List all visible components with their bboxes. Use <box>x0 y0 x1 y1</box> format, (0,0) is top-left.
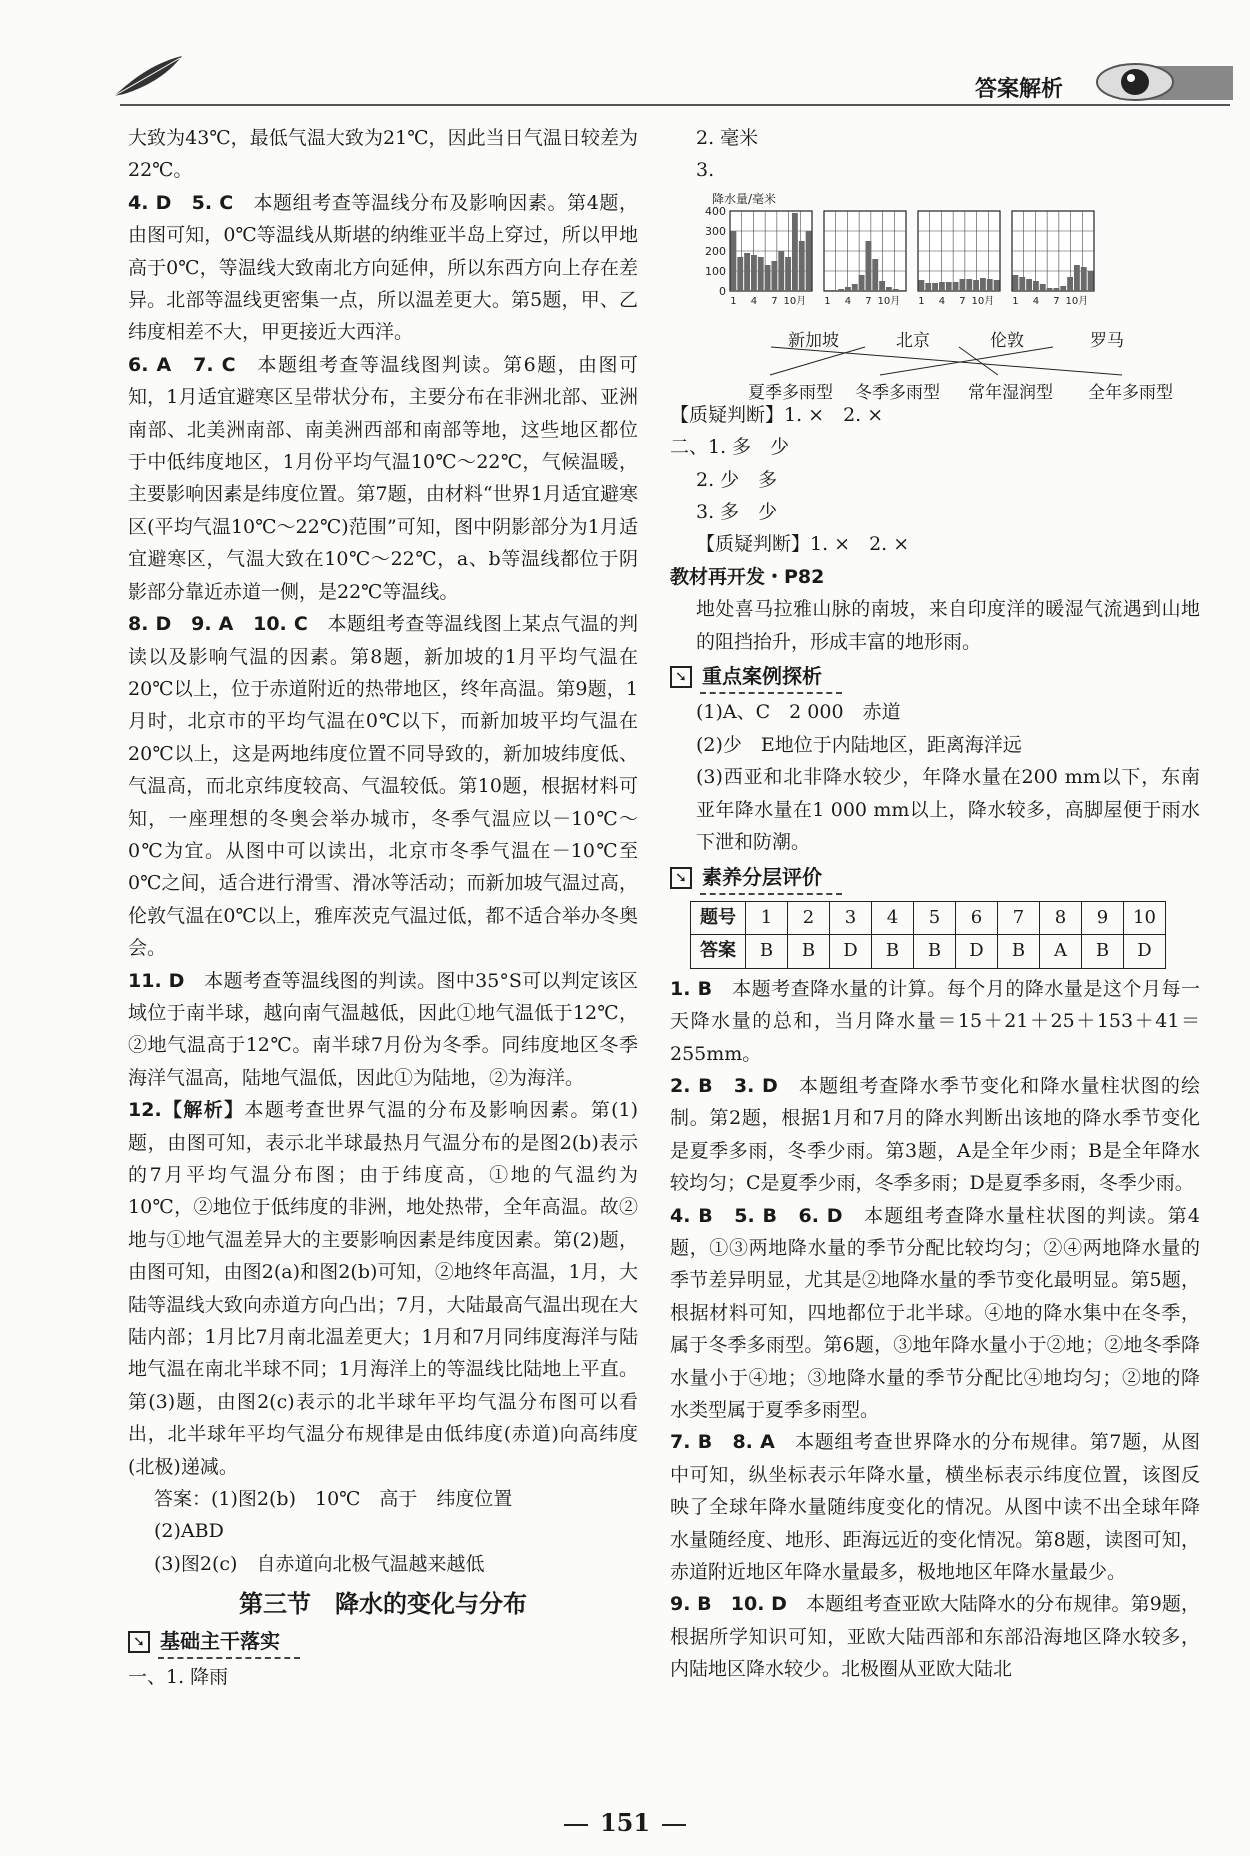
precip-bar <box>806 231 812 291</box>
table-row <box>691 901 1166 934</box>
precip-bar <box>946 282 952 291</box>
precip-bar <box>872 259 878 291</box>
answer-6-7 <box>128 349 638 608</box>
banner-title: 素养分层评价 <box>700 861 842 895</box>
table-cell: 9 <box>1082 901 1124 934</box>
section-banner <box>670 861 1200 895</box>
type-label: 冬季多雨型 <box>855 382 940 403</box>
answer-12-part3: (3)图2(c) 自赤道向北极气温越来越低 <box>154 1552 485 1575</box>
case-answer-3: (3)西亚和北非降水较少，年降水量在200 mm以下，东南亚年降水量在1 000 mm以上，降水较多，高脚屋便于雨水下泄和防潮。 <box>696 766 1200 854</box>
x-tick-label: 7 <box>865 295 872 307</box>
table-cell: B <box>746 935 788 968</box>
page-number <box>0 1808 1250 1837</box>
x-tick-label: 10月 <box>1065 295 1089 307</box>
page-header <box>0 0 1250 110</box>
eye-logo-icon <box>1085 58 1235 104</box>
answer-text: 本题组考查等温线图上某点气温的判读以及影响气温的因素。第8题，新加坡的1月平均气温在20℃以上，位于赤道附近的热带地区，终年高温。第9题，1月时，北京市的平均气温在0℃以下，而新加坡平均气温在20℃以上，这是两地纬度位置不同导致的，新加坡纬度低、气温高，而北京纬度较高、气温较低。第10题，根据材料可知，一座理想的冬奥会举办城市，冬季气温应以－10℃～0℃为宜。从图中可以读出，北京市冬季气温在－10℃至0℃之间，适合进行滑雪、滑冰等活动；而新加坡气温过高，伦敦气温在0℃以上，雅库茨克气温过低，都不适合举办冬奥会。 <box>128 613 638 960</box>
answer-12-part1: 答案：(1)图2(b) 10℃ 高于 纬度位置 <box>154 1488 513 1511</box>
x-tick-label: 4 <box>844 295 852 307</box>
precip-bar <box>925 283 931 291</box>
answer-text: 本题考查降水量的计算。每个月的降水量是这个月每一天降水量的总和，当月降水量＝15＋21＋25＋153＋41＝255mm。 <box>670 977 1200 1065</box>
header-title: 答案解析 <box>975 77 1064 102</box>
precip-bar <box>1047 288 1053 291</box>
precip-bar <box>825 290 831 291</box>
table-cell: 7 <box>998 901 1040 934</box>
banner-title: 基础主干落实 <box>158 1625 300 1659</box>
precip-bar <box>886 287 892 291</box>
answer-label: 4. D 5. C <box>128 191 234 214</box>
city-label: 新加坡 <box>788 330 839 351</box>
precip-bar <box>731 231 737 291</box>
table-row <box>691 935 1166 968</box>
y-tick-label: 200 <box>705 244 726 258</box>
precip-bar <box>845 287 851 291</box>
doubt-judgement-1: 【质疑判断】1. × 2. × <box>670 403 884 426</box>
x-tick-label: 10月 <box>877 295 901 307</box>
type-label: 常年湿润型 <box>968 382 1053 403</box>
precip-bar <box>1040 284 1046 291</box>
section2-line3: 3. 多 少 <box>696 501 778 524</box>
answer-label: 8. D 9. A 10. C <box>128 613 308 636</box>
answer-label: 9. B 10. D <box>670 1593 787 1616</box>
answer-8-10 <box>128 608 638 964</box>
x-tick-label: 4 <box>938 295 946 307</box>
precip-bar <box>966 279 972 291</box>
precip-bar <box>852 284 858 291</box>
y-axis-label: 降水量/毫米 <box>712 191 777 206</box>
city-label: 伦敦 <box>990 330 1024 351</box>
x-tick-label: 7 <box>771 295 778 307</box>
precip-bar <box>1081 267 1087 291</box>
table-cell: D <box>956 935 998 968</box>
table-cell: D <box>1124 935 1166 968</box>
table-cell: 10 <box>1124 901 1166 934</box>
table-cell: D <box>830 935 872 968</box>
left-last-line: 一、1. 降雨 <box>128 1666 229 1689</box>
feather-icon <box>110 52 190 102</box>
left-column <box>128 122 638 1694</box>
table-cell: 2 <box>788 901 830 934</box>
answer-label: 2. B 3. D <box>670 1074 778 1097</box>
answer-label: 4. B 5. B 6. D <box>670 1204 843 1227</box>
table-cell: B <box>872 935 914 968</box>
case-answer-2: (2)少 E地位于内陆地区，距离海洋远 <box>696 733 1022 756</box>
precip-bar <box>744 253 750 291</box>
section-banner <box>670 660 1200 694</box>
precip-bar <box>758 257 764 291</box>
precip-bar <box>919 280 925 291</box>
table-cell: B <box>1082 935 1124 968</box>
answer-text: 本题组考查等温线分布及影响因素。第4题，由图可知，0℃等温线从斯堪的纳维亚半岛上穿过，所以甲地高于0℃，等温线大致南北方向延伸，所以东西方向上存在差异。北部等温线更密集一点，所以温差更大。第5题，甲、乙纬度相差不大，甲更接近大西洋。 <box>128 191 638 344</box>
answer-text: 本题组考查等温线图判读。第6题，由图可知，1月适宜避寒区呈带状分布，主要分布在非洲北部、亚洲南部、北美洲南部、南美洲西部和南部等地，这些地区都位于中低纬度地区，1月份平均气温10℃～22℃，气候温暖，主要影响因素是纬度位置。第7题，由材料“世界1月适宜避寒区(平均气温10℃～22℃)范围”可知，图中阴影部分为1月适宜避寒区，气温大致在10℃～22℃，a、b等温线都位于阴影部分靠近赤道一侧，是22℃等温线。 <box>128 353 638 603</box>
table-cell: 5 <box>914 901 956 934</box>
answer-1 <box>670 973 1200 1070</box>
precip-bar <box>1013 275 1019 291</box>
case-answer-1: (1)A、C 2 000 赤道 <box>696 701 901 724</box>
city-label: 罗马 <box>1090 330 1124 351</box>
right-line-2: 3. <box>696 159 715 182</box>
banner-title: 重点案例探析 <box>700 660 842 694</box>
table-cell: 3 <box>830 901 872 934</box>
section2-line2: 2. 少 多 <box>696 468 778 491</box>
precip-bar <box>953 282 959 291</box>
answer-7-8 <box>670 1426 1200 1588</box>
precip-bar <box>980 278 986 291</box>
left-paragraph-0: 大致为43℃，最低气温大致为21℃，因此当日气温日较差为22℃。 <box>128 127 638 182</box>
x-tick-label: 1 <box>824 295 831 307</box>
textbook-title: 教材再开发・P82 <box>670 565 825 588</box>
answer-2-3 <box>670 1070 1200 1200</box>
x-tick-label: 10月 <box>971 295 995 307</box>
precip-bar <box>737 257 743 291</box>
type-label: 夏季多雨型 <box>748 382 833 403</box>
precip-bar <box>960 279 966 291</box>
right-line-1: 2. 毫米 <box>696 127 759 149</box>
arrow-icon: ➘ <box>670 666 692 688</box>
precip-bar <box>772 261 778 291</box>
answer-4-5 <box>128 187 638 349</box>
precip-bar <box>1054 288 1060 291</box>
dash-left <box>564 1824 588 1826</box>
precip-bar <box>900 290 906 291</box>
y-tick-label: 300 <box>705 224 726 238</box>
table-cell: B <box>998 935 1040 968</box>
table-cell: 6 <box>956 901 998 934</box>
header-rule <box>120 104 1230 106</box>
textbook-text: 地处喜马拉雅山脉的南坡，来自印度洋的暖湿气流遇到山地的阻挡抬升，形成丰富的地形雨。 <box>696 598 1200 653</box>
precip-bar <box>1067 277 1073 291</box>
answer-label: 1. B <box>670 977 713 1000</box>
precip-bar <box>778 251 784 291</box>
precip-bar <box>994 280 1000 291</box>
y-tick-label: 0 <box>719 284 726 298</box>
precip-bar <box>1033 281 1039 291</box>
y-tick-label: 100 <box>705 264 726 278</box>
precip-bar <box>1074 265 1080 291</box>
section-banner <box>128 1625 638 1659</box>
answer-text: 本题组考查降水季节变化和降水量柱状图的绘制。第2题，根据1月和7月的降水判断出该地的降水季节变化是夏季多雨，冬季少雨。第3题，A是全年少雨；B是全年降水较均匀；C是夏季少雨，冬季多雨；D是夏季多雨，冬季少雨。 <box>670 1074 1200 1195</box>
table-header: 题号 <box>691 901 746 934</box>
answer-text: 本题组考查亚欧大陆降水的分布规律。第9题，根据所学知识可知，亚欧大陆西部和东部沿海地区降水较多，内陆地区降水较少。北极圈从亚欧大陆北 <box>670 1593 1200 1681</box>
answer-4-6 <box>670 1200 1200 1427</box>
table-header: 答案 <box>691 935 746 968</box>
city-label: 北京 <box>896 330 930 351</box>
answer-text: 本题组考查世界降水的分布规律。第7题，从图中可知，纵坐标表示年降水量，横坐标表示纬度位置，该图反映了全球年降水量随纬度变化的情况。从图中读不出全球年降水量随经度、地形、距海远近的变化情况。第8题，读图可知，赤道附近地区年降水量最多，极地地区年降水量最少。 <box>670 1431 1200 1584</box>
precip-bar <box>751 255 757 291</box>
section-title: 第三节 降水的变化与分布 <box>239 1589 527 1619</box>
answer-9-10 <box>670 1588 1200 1685</box>
table-cell: 4 <box>872 901 914 934</box>
precip-bar <box>799 241 805 291</box>
page-number-text: 151 <box>599 1808 651 1837</box>
type-label: 全年多雨型 <box>1088 382 1173 403</box>
precip-bar <box>1088 271 1094 291</box>
table-cell: 1 <box>746 901 788 934</box>
precip-bar <box>973 280 979 291</box>
answer-11 <box>128 965 638 1095</box>
x-tick-label: 7 <box>1053 295 1060 307</box>
arrow-icon: ➘ <box>670 867 692 889</box>
section2-line1: 二、1. 多 少 <box>670 436 790 459</box>
x-tick-label: 1 <box>1012 295 1019 307</box>
x-tick-label: 1 <box>730 295 737 307</box>
precip-bar <box>792 213 798 291</box>
answer-text: 本题考查等温线图的判读。图中35°S可以判定该区域位于南半球，越向南气温越低，因此①地气温低于12℃，②地气温高于12℃。南半球7月份为冬季。同纬度地区冬季海洋气温高，陆地气温低，因此①为陆地，②为海洋。 <box>128 969 638 1089</box>
precip-bar <box>932 283 938 291</box>
answer-text: 本题考查世界气温的分布及影响因素。第(1)题，由图可知，表示北半球最热月气温分布的是图2(b)表示的7月平均气温分布图；由于纬度高，①地的气温约为10℃，②地位于低纬度的非洲，地处热带，全年高温。故②地与①地气温差异大的主要影响因素是纬度因素。第(2)题，由图可知，由图2(a)和图2(b)可知，②地终年高温，1月，大陆等温线大致向赤道方向凸出；7月，大陆最高气温出现在大陆内部；1月比7月南北温差更大；1月和7月同纬度海洋与陆地气温在南北半球不同；1月海洋上的等温线比陆地上平直。第(3)题，由图2(c)表示的北半球年平均气温分布图可以看出，北半球年平均气温分布规律是由低纬度(赤道)向高纬度(北极)递减。 <box>128 1099 638 1478</box>
table-cell: 8 <box>1040 901 1082 934</box>
answer-label: 11. D <box>128 969 185 992</box>
answer-12-part2: (2)ABD <box>154 1520 224 1543</box>
answer-12 <box>128 1094 638 1483</box>
doubt-judgement-2: 【质疑判断】1. × 2. × <box>696 533 910 556</box>
precip-bar <box>893 289 899 291</box>
precip-bar <box>1026 279 1032 291</box>
y-tick-label: 400 <box>705 204 726 218</box>
table-cell: B <box>914 935 956 968</box>
chart-svg <box>670 189 1200 399</box>
x-tick-label: 7 <box>959 295 966 307</box>
x-tick-label: 1 <box>918 295 925 307</box>
precip-bar <box>785 257 791 291</box>
precip-bar <box>939 282 945 291</box>
precip-bar <box>765 265 771 291</box>
answer-label: 6. A 7. C <box>128 353 236 376</box>
right-column <box>670 122 1200 1686</box>
precip-bar <box>1019 277 1025 291</box>
answer-table <box>690 901 1166 969</box>
table-cell: B <box>788 935 830 968</box>
x-tick-label: 4 <box>1032 295 1040 307</box>
precip-bar <box>1060 286 1066 291</box>
precipitation-chart <box>670 189 1200 403</box>
x-tick-label: 4 <box>750 295 758 307</box>
answer-label: 12.【解析】 <box>128 1099 245 1122</box>
precip-bar <box>866 241 872 291</box>
precip-bar <box>879 281 885 291</box>
answer-label: 7. B 8. A <box>670 1431 775 1454</box>
precip-bar <box>987 279 993 291</box>
arrow-icon: ➘ <box>128 1631 150 1653</box>
dash-right <box>662 1824 686 1826</box>
precip-bar <box>838 289 844 291</box>
x-tick-label: 10月 <box>783 295 807 307</box>
answer-text: 本题组考查降水量柱状图的判读。第4题，①③两地降水量的季节分配比较均匀；②④两地降水量的季节差异明显，尤其是②地降水量的季节变化最明显。第5题，根据材料可知，四地都位于北半球。④地的降水集中在冬季，属于冬季多雨型。第6题，③地年降水量小于②地；②地冬季降水量小于④地；③地降水量的季节分配比④地均匀；②地的降水类型属于夏季多雨型。 <box>670 1204 1200 1421</box>
table-cell: A <box>1040 935 1082 968</box>
precip-bar <box>831 290 837 291</box>
precip-bar <box>859 275 865 291</box>
